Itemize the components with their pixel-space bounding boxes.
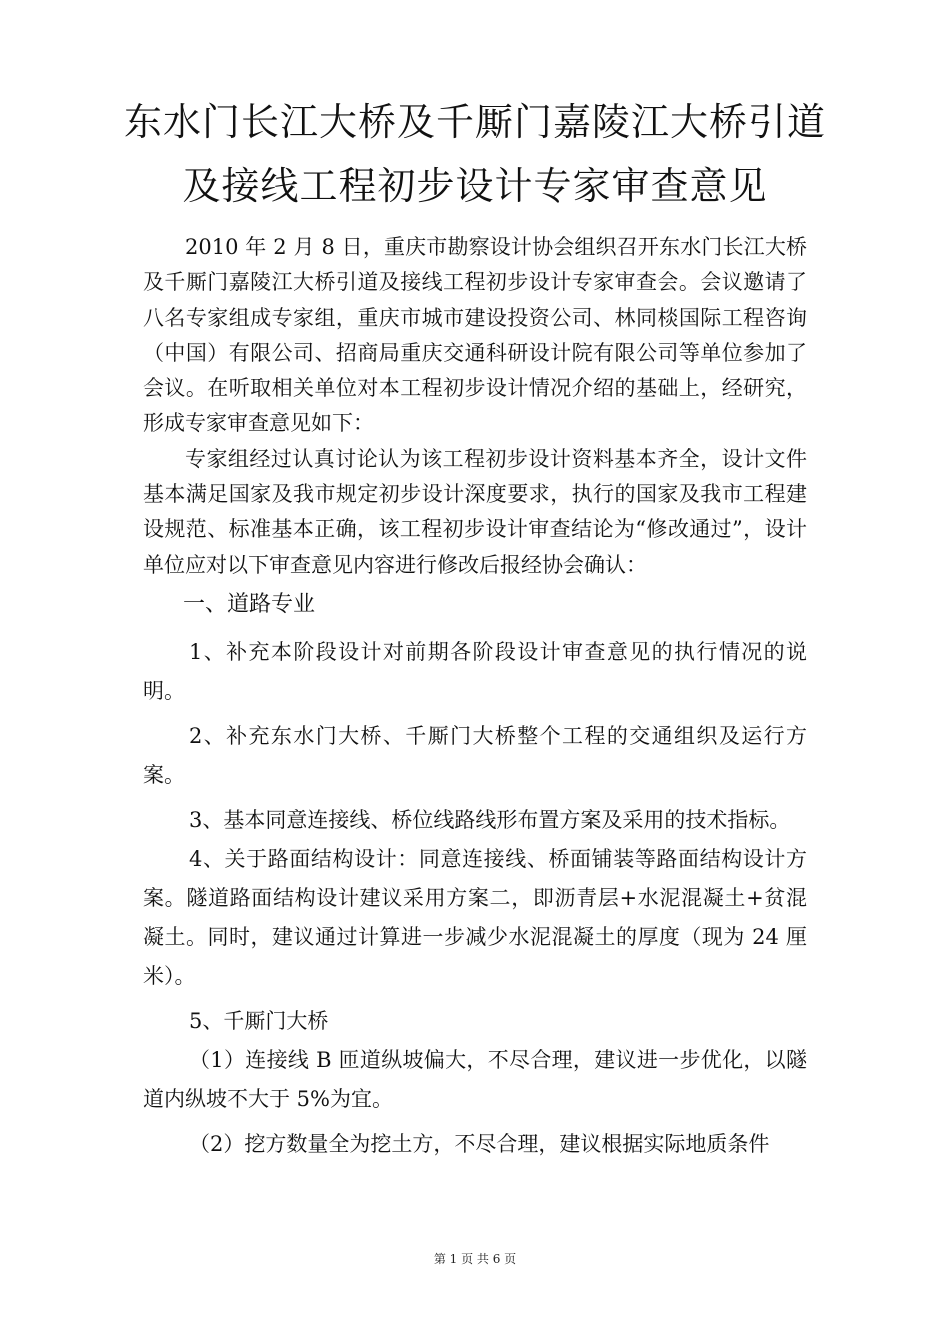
list-item: （1）连接线 B 匝道纵坡偏大，不尽合理，建议进一步优化，以隧道内纵坡不大于 5%为宜。 [143,1047,807,1111]
list-item: 1、补充本阶段设计对前期各阶段设计审查意见的执行情况的说明。 [143,639,807,703]
document-title-line-2: 及接线工程初步设计专家审查意见 [182,164,768,208]
list-item: （2）挖方数量全为挖土方，不尽合理，建议根据实际地质条件 [189,1131,770,1156]
document-body [143,230,807,1164]
intro-paragraph: 2010 年 2 月 8 日，重庆市勘察设计协会组织召开东水门长江大桥及千厮门嘉陵江大桥引道及接线工程初步设计专家审查会。会议邀请了八名专家组成专家组，重庆市城市建设投资公司、林同棪国际工程咨询（中国）有限公司、招商局重庆交通科研设计院有限公司等单位参加了会议。在听取相关单位对本工程初步设计情况介绍的基础上，经研究，形成专家审查意见如下： [143,235,807,436]
document-title-line-1: 东水门长江大桥及千厮门嘉陵江大桥引道 [123,100,826,144]
list-item: 2、补充东水门大桥、千厮门大桥整个工程的交通组织及运行方案。 [143,723,807,787]
page-number-footer: 第 1 页 共 6 页 [433,1252,517,1266]
section-heading-road: 一、道路专业 [183,591,316,617]
conclusion-paragraph: 专家组经过认真讨论认为该工程初步设计资料基本齐全，设计文件基本满足国家及我市规定初步设计深度要求，执行的国家及我市工程建设规范、标准基本正确，该工程初步设计审查结论为“修改通过”，设计单位应对以下审查意见内容进行修改后报经协会确认： [143,446,807,577]
list-item: 5、千厮门大桥 [189,1008,329,1033]
list-item: 4、关于路面结构设计：同意连接线、桥面铺装等路面结构设计方案。隧道路面结构设计建议采用方案二，即沥青层+水泥混凝土+贫混凝土。同时，建议通过计算进一步减少水泥混凝土的厚度（现为 24 厘米）。 [143,846,807,988]
list-item: 3、基本同意连接线、桥位线路线形布置方案及采用的技术指标。 [189,807,791,832]
